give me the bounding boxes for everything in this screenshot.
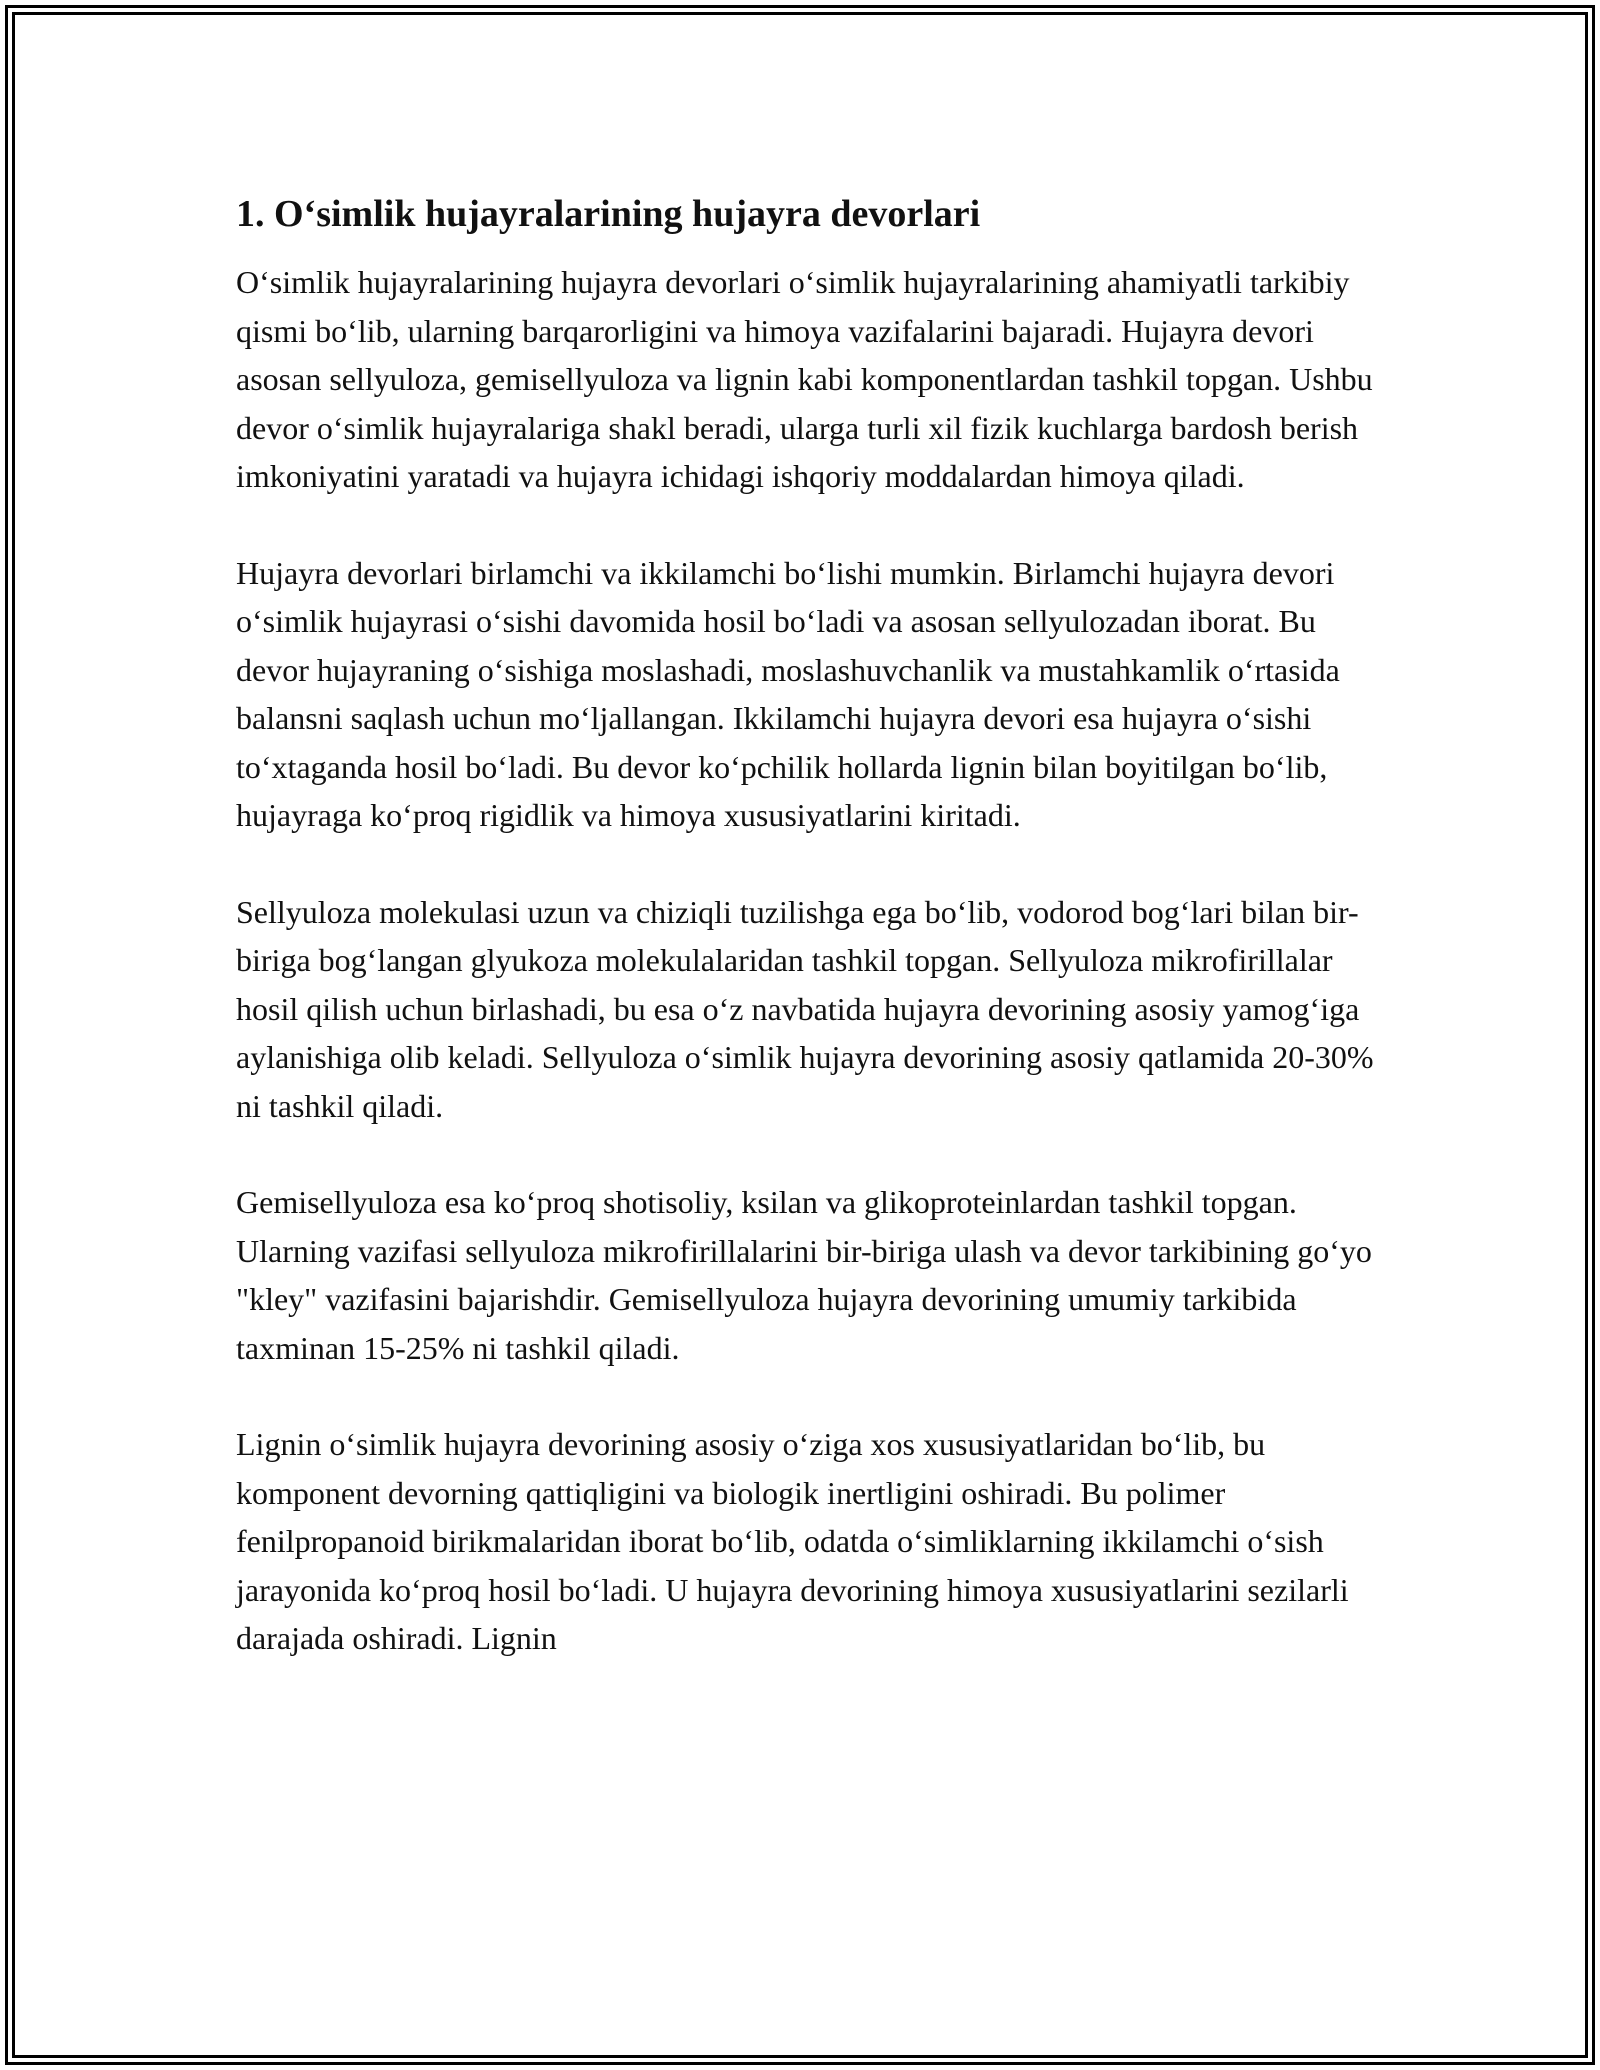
- paragraph-primary-secondary-walls: Hujayra devorlari birlamchi va ikkilamchi bo‘lishi mumkin. Birlamchi hujayra devori o‘simlik hujayrasi o‘sishi davomida hosil bo‘ladi va asosan sellyulozadan iborat. Bu devor hujayraning o‘sishiga moslashadi, moslashuvchanlik va mustahkamlik o‘rtasida balansni saqlash uchun mo‘ljallangan. Ikkilamchi hujayra devori esa hujayra o‘sishi to‘xtaganda hosil bo‘ladi. Bu devor ko‘pchilik hollarda lignin bilan boyitilgan bo‘lib, hujayraga ko‘proq rigidlik va himoya xususiyatlarini kiritadi.: [236, 554, 1340, 833]
- paragraph-lignin: Lignin o‘simlik hujayra devorining asosiy o‘ziga xos xususiyatlaridan bo‘lib, bu komponent devorning qattiqligini va biologik inertligini oshiradi. Bu polimer fenilpropanoid birikmalaridan iborat bo‘lib, odatda o‘simliklarning ikkilamchi o‘sish jarayonida ko‘proq hosil bo‘ladi. U hujayra devorining himoya xususiyatlarini sezilarli darajada oshiradi. Lignin: [236, 1426, 1349, 1656]
- document-body: [236, 188, 1386, 1711]
- section-heading: 1. O‘simlik hujayralarining hujayra devorlari: [236, 193, 981, 235]
- paragraph-hemicellulose: Gemisellyuloza esa ko‘proq shotisoliy, ksilan va glikoproteinlardan tashkil topgan. Ularning vazifasi sellyuloza mikrofirillalarini bir-biriga ulash va devor tarkibining go‘yo "kley" vazifasini bajarishdir. Gemisellyuloza hujayra devorining umumiy tarkibida taxminan 15-25% ni tashkil qiladi.: [236, 1184, 1372, 1366]
- paragraph-cell-wall-overview: O‘simlik hujayralarining hujayra devorlari o‘simlik hujayralarining ahamiyatli tarkibiy qismi bo‘lib, ularning barqarorligini va himoya vazifalarini bajaradi. Hujayra devori asosan sellyuloza, gemisellyuloza va lignin kabi komponentlardan tashkil topgan. Ushbu devor o‘simlik hujayralariga shakl beradi, ularga turli xil fizik kuchlarga bardosh berish imkoniyatini yaratadi va hujayra ichidagi ishqoriy moddalardan himoya qiladi.: [236, 264, 1373, 494]
- paragraph-cellulose: Sellyuloza molekulasi uzun va chiziqli tuzilishga ega bo‘lib, vodorod bog‘lari bilan bir-biriga bog‘langan glyukoza molekulalaridan tashkil topgan. Sellyuloza mikrofirillalar hosil qilish uchun birlashadi, bu esa o‘z navbatida hujayra devorining asosiy yamog‘iga aylanishiga olib keladi. Sellyuloza o‘simlik hujayra devorining asosiy qatlamida 20-30% ni tashkil qiladi.: [236, 893, 1374, 1124]
